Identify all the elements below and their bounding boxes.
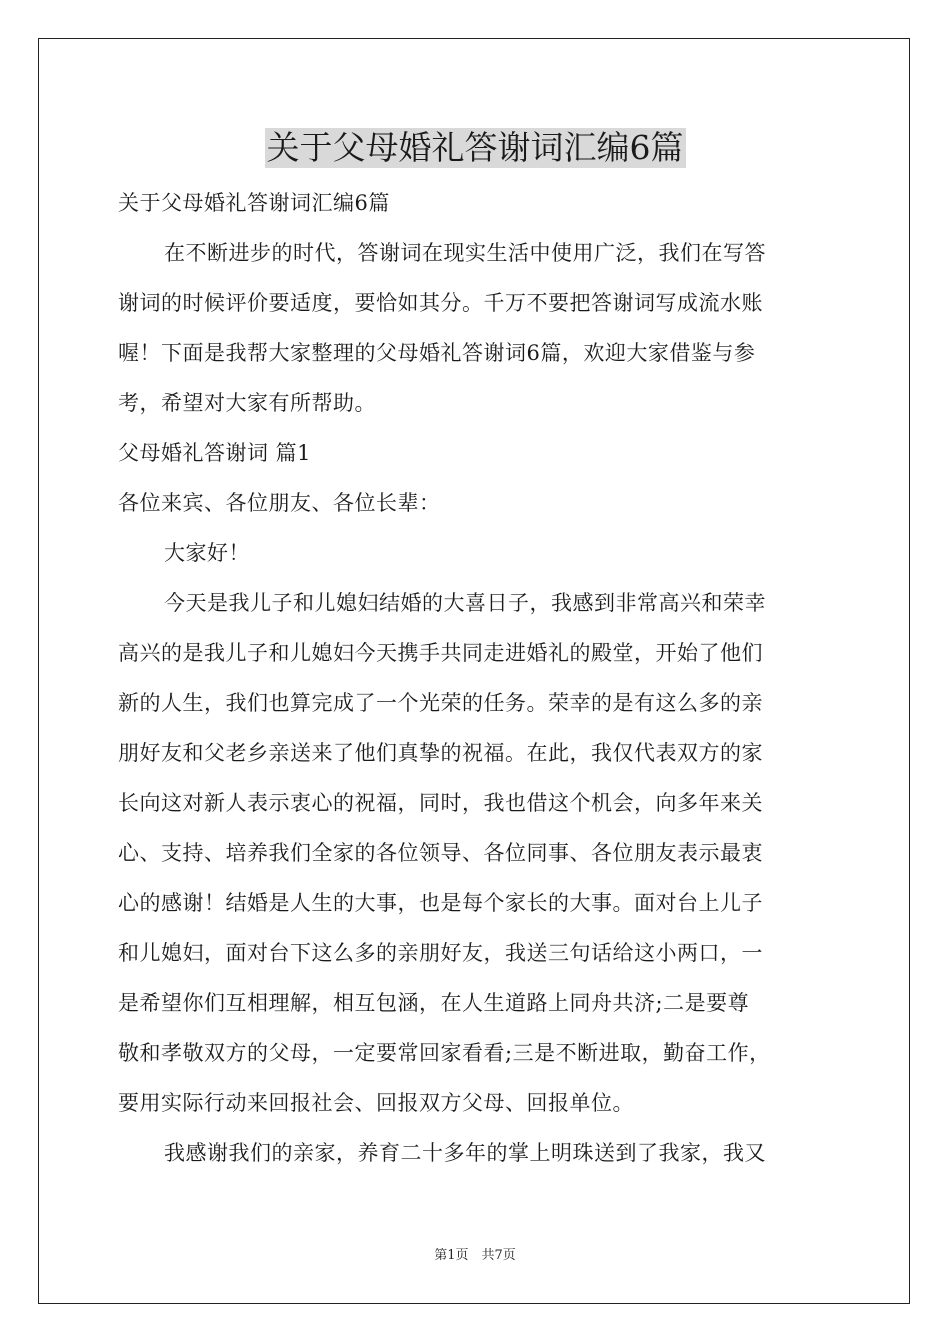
document-body [118,178,848,1178]
text-line: 高兴的是我儿子和儿媳妇今天携手共同走进婚礼的殿堂，开始了他们 [118,641,763,665]
text-line: 谢词的时候评价要适度，要恰如其分。千万不要把答谢词写成流水账 [118,291,763,315]
text-line: 在不断进步的时代，答谢词在现实生活中使用广泛，我们在写答 [164,241,766,265]
text-line: 新的人生，我们也算完成了一个光荣的任务。荣幸的是有这么多的亲 [118,691,763,715]
text-line: 长向这对新人表示衷心的祝福，同时，我也借这个机会，向多年来关 [118,791,763,815]
text-line: 敬和孝敬双方的父母，一定要常回家看看;三是不断进取，勤奋工作， [118,1041,771,1065]
text-line: 考，希望对大家有所帮助。 [118,391,376,415]
text-line: 喔！下面是我帮大家整理的父母婚礼答谢词6篇，欢迎大家借鉴与参 [118,341,756,365]
text-line: 要用实际行动来回报社会、回报双方父母、回报单位。 [118,1091,634,1115]
title-area [0,128,950,168]
page-number: 第1页 共7页 [434,1248,516,1263]
text-line: 大家好！ [164,541,250,565]
text-line: 父母婚礼答谢词 篇1 [118,441,312,465]
text-line: 我感谢我们的亲家，养育二十多年的掌上明珠送到了我家，我又 [164,1141,766,1165]
text-line: 各位来宾、各位朋友、各位长辈： [118,491,441,515]
text-line: 心、支持、培养我们全家的各位领导、各位同事、各位朋友表示最衷 [118,841,763,865]
text-line: 心的感谢！结婚是人生的大事，也是每个家长的大事。面对台上儿子 [118,891,763,915]
document-title: 关于父母婚礼答谢词汇编6篇 [266,128,684,167]
text-line: 朋好友和父老乡亲送来了他们真挚的祝福。在此，我仅代表双方的家 [118,741,763,765]
text-line: 今天是我儿子和儿媳妇结婚的大喜日子，我感到非常高兴和荣幸 [164,591,766,615]
page-footer [0,1244,950,1263]
text-line: 是希望你们互相理解，相互包涵，在人生道路上同舟共济;二是要尊 [118,991,750,1015]
text-line: 关于父母婚礼答谢词汇编6篇 [118,191,390,215]
text-line: 和儿媳妇，面对台下这么多的亲朋好友，我送三句话给这小两口，一 [118,941,763,965]
